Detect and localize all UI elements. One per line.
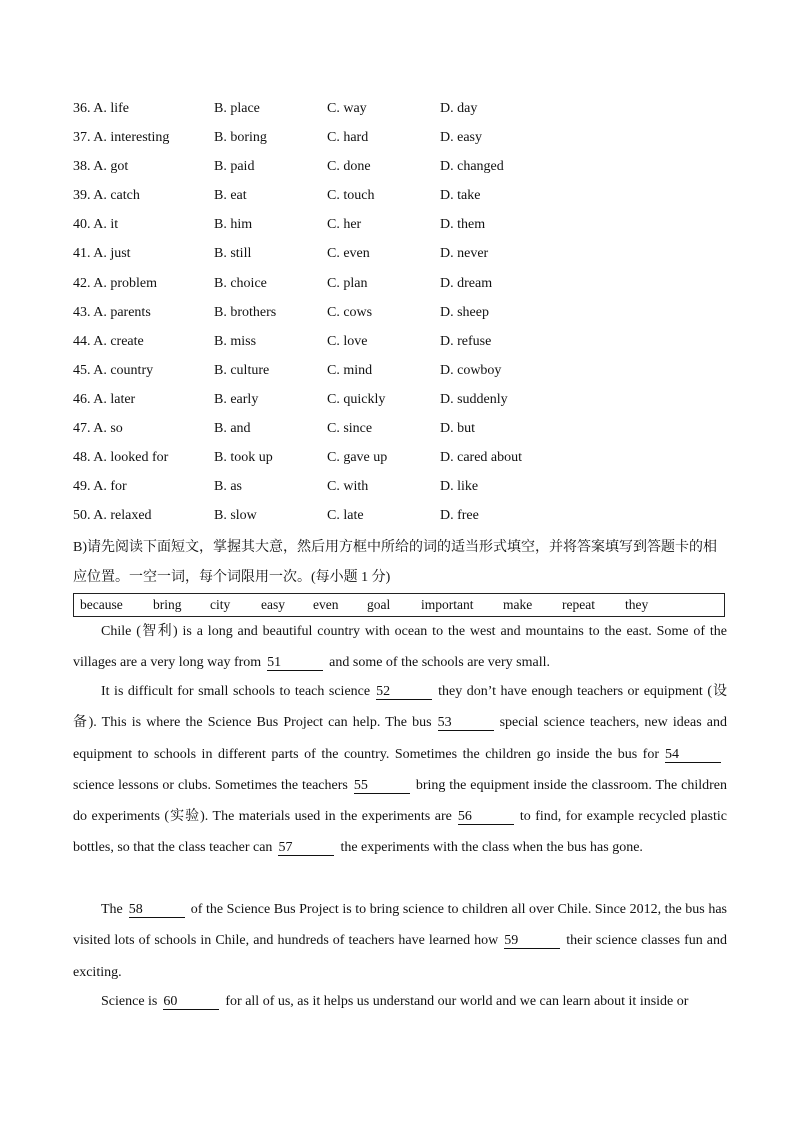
option-d: D. dream	[440, 275, 493, 291]
word-bank-item: goal	[367, 597, 391, 612]
blank-54: 54	[665, 747, 721, 763]
passage-text: their science classes fun and exciting.	[73, 933, 727, 980]
blank-58: 58	[129, 902, 185, 918]
option-c: C. plan	[327, 275, 368, 291]
option-c: C. touch	[327, 188, 375, 204]
option-c: C. mind	[327, 362, 373, 378]
passage-paragraph-2	[73, 676, 727, 864]
multiple-choice-list	[73, 94, 733, 530]
passage-text: and some of the schools are very small.	[329, 655, 550, 671]
option-a: 39. A. catch	[73, 188, 140, 204]
option-a: 43. A. parents	[73, 304, 151, 320]
option-d: D. refuse	[440, 333, 492, 349]
option-a: 45. A. country	[73, 362, 154, 378]
question-row	[73, 385, 733, 414]
passage-paragraph-3	[73, 894, 727, 988]
passage-text: The	[101, 902, 123, 917]
word-bank-item: repeat	[562, 597, 595, 612]
option-d: D. them	[440, 217, 486, 233]
question-row	[73, 181, 733, 210]
option-b: B. him	[214, 217, 253, 233]
passage-text: of the Science Bus Project is to bring science to children all over Chile. Since 2012, the bus has visited lots of schools in Chile, and hundreds of teachers have learned how	[73, 902, 727, 949]
passage-text: for all of us, as it helps us understand our world and we can learn about it inside or	[225, 994, 689, 1009]
option-d: D. easy	[440, 130, 482, 146]
option-c: C. late	[327, 508, 364, 524]
question-row	[73, 210, 733, 239]
section-b-instruction: B)请先阅读下面短文，掌握其大意，然后用方框中所给的词的适当形式填空，并将答案填写到答题卡的相应位置。一空一词，每个词限用一次。(每小题 1 分)	[73, 540, 717, 585]
passage-text: It is difficult for small schools to teach science	[101, 684, 371, 699]
option-c: C. way	[327, 101, 367, 116]
word-bank-item: bring	[153, 597, 182, 612]
option-b: B. place	[214, 101, 260, 116]
word-bank-item: they	[625, 597, 649, 612]
option-a: 42. A. problem	[73, 275, 157, 291]
option-b: B. boring	[214, 130, 267, 146]
option-d: D. sheep	[440, 304, 489, 320]
blank-59: 59	[504, 933, 560, 949]
option-a: 44. A. create	[73, 333, 144, 349]
word-bank-box	[73, 593, 725, 617]
question-row	[73, 472, 733, 501]
passage-text: Chile (智利) is a long and beautiful country with ocean to the west and mountains to the east. Some of the villages are a very long way from	[73, 624, 727, 671]
question-row	[73, 94, 733, 123]
question-row	[73, 269, 733, 298]
passage-text: science lessons or clubs. Sometimes the teachers	[73, 777, 348, 793]
option-c: C. hard	[327, 130, 369, 146]
option-c: C. with	[327, 479, 369, 495]
blank-55: 55	[354, 778, 410, 794]
option-b: B. paid	[214, 159, 255, 175]
passage-paragraph-1	[73, 616, 727, 679]
option-b: B. still	[214, 246, 252, 262]
option-c: C. gave up	[327, 450, 388, 466]
option-c: C. even	[327, 246, 370, 262]
question-row	[73, 152, 733, 181]
passage-text: Science is	[101, 994, 158, 1009]
option-a: 47. A. so	[73, 421, 123, 437]
passage-text: special science teachers, new ideas and equipment to schools in different parts of the country. Sometimes the children go inside the bus for	[73, 715, 727, 762]
option-c: C. her	[327, 217, 362, 233]
option-a: 40. A. it	[73, 217, 119, 233]
question-row	[73, 123, 733, 152]
option-b: B. brothers	[214, 304, 277, 320]
option-d: D. changed	[440, 159, 504, 175]
question-row	[73, 356, 733, 385]
option-b: B. miss	[214, 333, 257, 349]
question-row	[73, 501, 733, 530]
word-bank-item: easy	[261, 597, 285, 612]
blank-60: 60	[163, 994, 219, 1010]
option-a: 37. A. interesting	[73, 130, 170, 146]
option-a: 38. A. got	[73, 159, 129, 175]
option-d: D. cowboy	[440, 362, 502, 378]
option-b: B. slow	[214, 508, 257, 524]
passage-text: to find, for example recycled plastic bottles, so that the class teacher can	[73, 809, 728, 856]
option-d: D. suddenly	[440, 391, 508, 407]
blank-56: 56	[458, 809, 514, 825]
option-c: C. quickly	[327, 391, 386, 407]
option-a: 41. A. just	[73, 246, 131, 262]
option-b: B. and	[214, 421, 251, 437]
word-bank-item: even	[313, 597, 339, 612]
question-row	[73, 414, 733, 443]
option-c: C. love	[327, 333, 368, 349]
option-d: D. free	[440, 508, 479, 524]
word-bank-item: make	[503, 597, 533, 612]
blank-51: 51	[267, 655, 323, 671]
passage-text: they don’t have enough teachers or equipment (设备). This is where the Science Bus Project can help. The bus	[73, 684, 727, 731]
option-a: 49. A. for	[73, 479, 127, 495]
option-a: 36. A. life	[73, 101, 129, 116]
option-c: C. cows	[327, 304, 373, 320]
option-a: 50. A. relaxed	[73, 508, 152, 524]
option-b: B. took up	[214, 450, 273, 466]
option-d: D. day	[440, 101, 478, 116]
option-b: B. choice	[214, 275, 267, 291]
option-d: D. like	[440, 479, 479, 495]
blank-52: 52	[376, 684, 432, 700]
passage-text: bring the equipment inside the classroom. The children do experiments (实验). The materials used in the experiments are	[73, 777, 727, 825]
option-a: 48. A. looked for	[73, 450, 169, 466]
option-d: D. cared about	[440, 450, 523, 466]
word-bank-item: important	[421, 597, 474, 612]
question-row	[73, 443, 733, 472]
option-b: B. as	[214, 479, 242, 495]
option-d: D. never	[440, 246, 489, 262]
blank-53: 53	[438, 715, 494, 731]
option-d: D. but	[440, 421, 475, 437]
passage-paragraph-4	[73, 986, 727, 1017]
option-d: D. take	[440, 188, 481, 204]
word-bank-item: because	[80, 597, 123, 612]
option-b: B. early	[214, 391, 259, 407]
option-b: B. eat	[214, 188, 247, 204]
option-a: 46. A. later	[73, 391, 136, 407]
option-c: C. done	[327, 159, 371, 175]
question-row	[73, 239, 733, 268]
blank-57: 57	[278, 840, 334, 856]
passage-text: the experiments with the class when the bus has gone.	[340, 840, 643, 856]
question-row	[73, 298, 733, 327]
word-bank-item: city	[210, 597, 231, 612]
option-c: C. since	[327, 421, 373, 437]
question-row	[73, 327, 733, 356]
option-b: B. culture	[214, 362, 270, 378]
